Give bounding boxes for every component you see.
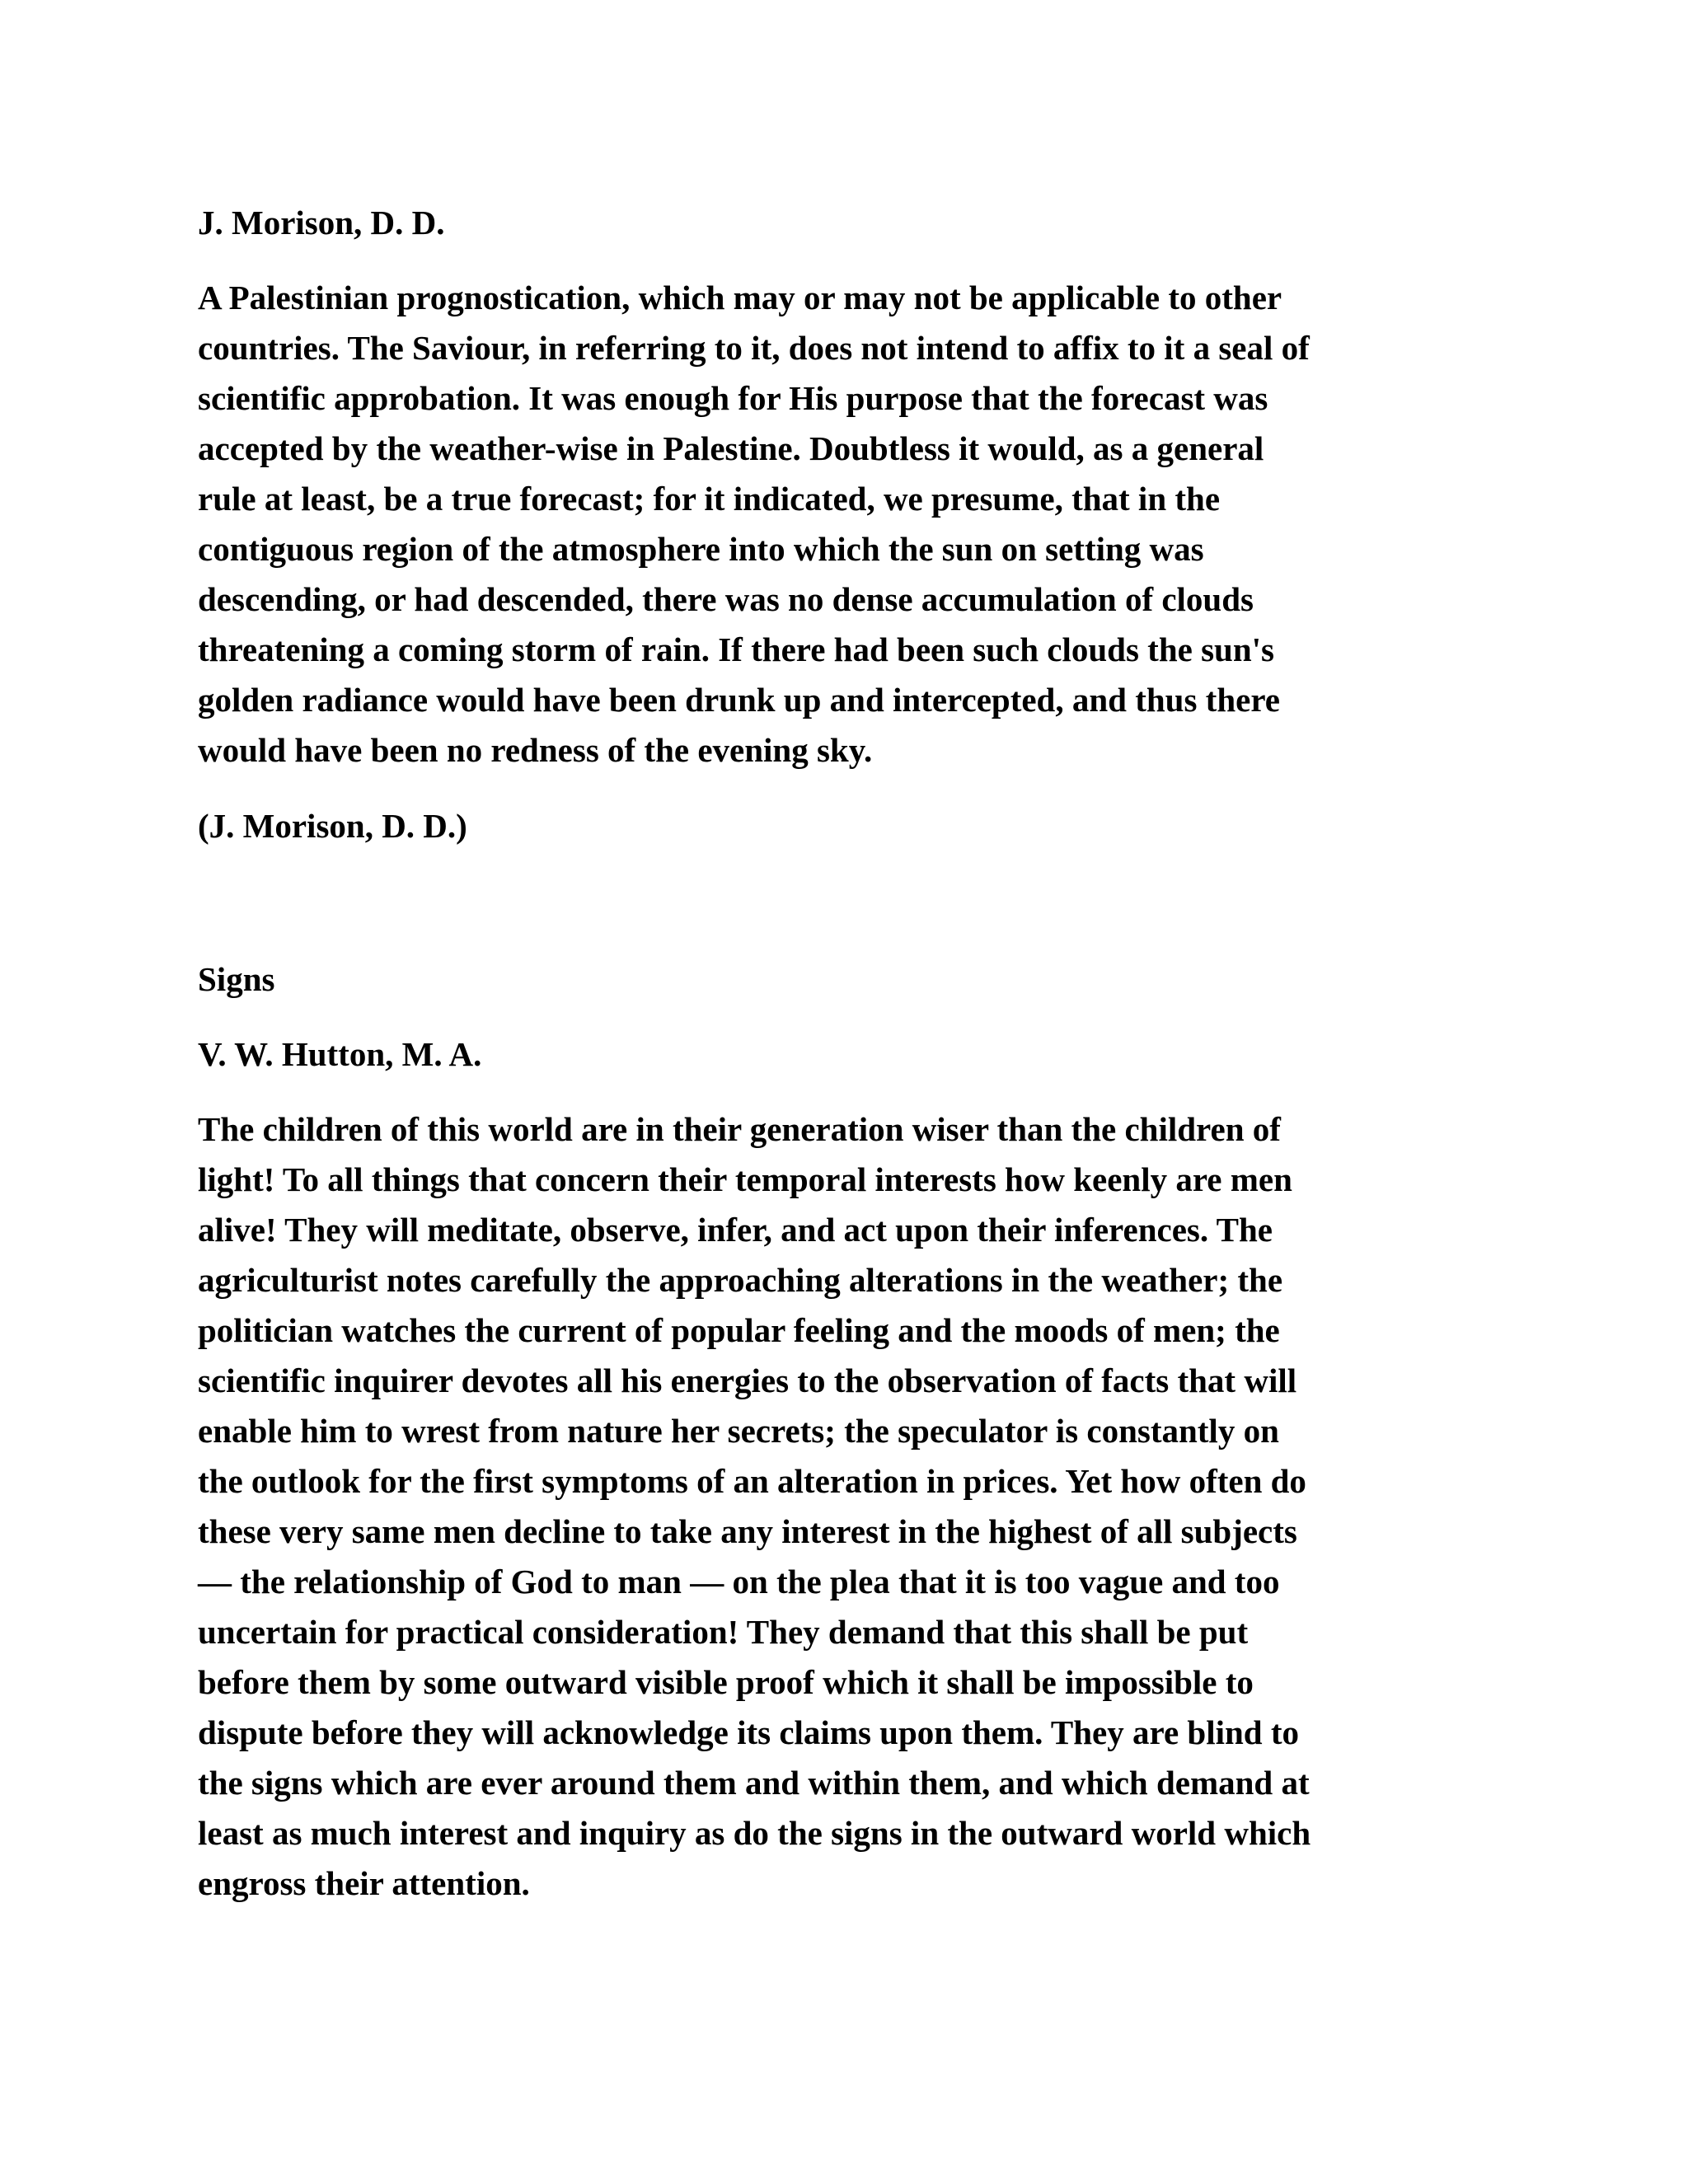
paragraph-line: scientific approbation. It was enough for His purpose that the forecast was	[198, 379, 1268, 417]
paragraph-line: threatening a coming storm of rain. If there had been such clouds the sun's	[198, 630, 1274, 668]
section1-author: J. Morison, D. D.	[198, 204, 445, 241]
section1-citation: (J. Morison, D. D.)	[198, 807, 467, 845]
paragraph-line: alive! They will meditate, observe, infer, and act upon their inferences. The	[198, 1211, 1273, 1249]
section1-paragraph	[198, 273, 1484, 776]
paragraph-line: descending, or had descended, there was no dense accumulation of clouds	[198, 580, 1254, 618]
section2-author: V. W. Hutton, M. A.	[198, 1035, 482, 1073]
paragraph-line: before them by some outward visible proof which it shall be impossible to	[198, 1663, 1254, 1701]
paragraph-line: would have been no redness of the evening sky.	[198, 731, 873, 769]
paragraph-line: uncertain for practical consideration! They demand that this shall be put	[198, 1613, 1249, 1651]
document-page	[198, 198, 1484, 1909]
paragraph-line: these very same men decline to take any interest in the highest of all subjects	[198, 1512, 1297, 1550]
paragraph-line: contiguous region of the atmosphere into which the sun on setting was	[198, 530, 1204, 568]
paragraph-line: engross their attention.	[198, 1864, 530, 1902]
paragraph-line: the outlook for the first symptoms of an alteration in prices. Yet how often do	[198, 1462, 1306, 1500]
paragraph-line: rule at least, be a true forecast; for it indicated, we presume, that in the	[198, 480, 1221, 518]
paragraph-line: A Palestinian prognostication, which may or may not be applicable to other	[198, 279, 1282, 316]
paragraph-line: light! To all things that concern their temporal interests how keenly are men	[198, 1160, 1292, 1198]
paragraph-line: least as much interest and inquiry as do the signs in the outward world which	[198, 1814, 1311, 1852]
paragraph-line: golden radiance would have been drunk up and intercepted, and thus there	[198, 681, 1280, 719]
paragraph-line: agriculturist notes carefully the approaching alterations in the weather; the	[198, 1261, 1283, 1299]
paragraph-line: — the relationship of God to man — on the plea that it is too vague and too	[198, 1563, 1280, 1601]
section2-title: Signs	[198, 960, 275, 998]
paragraph-line: the signs which are ever around them and within them, and which demand at	[198, 1764, 1310, 1802]
paragraph-line: politician watches the current of popular feeling and the moods of men; the	[198, 1311, 1280, 1349]
paragraph-line: enable him to wrest from nature her secrets; the speculator is constantly on	[198, 1412, 1279, 1450]
section2-paragraph	[198, 1104, 1484, 1909]
paragraph-line: scientific inquirer devotes all his energies to the observation of facts that will	[198, 1361, 1297, 1399]
paragraph-line: The children of this world are in their generation wiser than the children of	[198, 1110, 1281, 1148]
paragraph-line: dispute before they will acknowledge its claims upon them. They are blind to	[198, 1713, 1300, 1751]
paragraph-line: accepted by the weather-wise in Palestine. Doubtless it would, as a general	[198, 429, 1264, 467]
paragraph-line: countries. The Saviour, in referring to it, does not intend to affix to it a seal of	[198, 329, 1310, 367]
